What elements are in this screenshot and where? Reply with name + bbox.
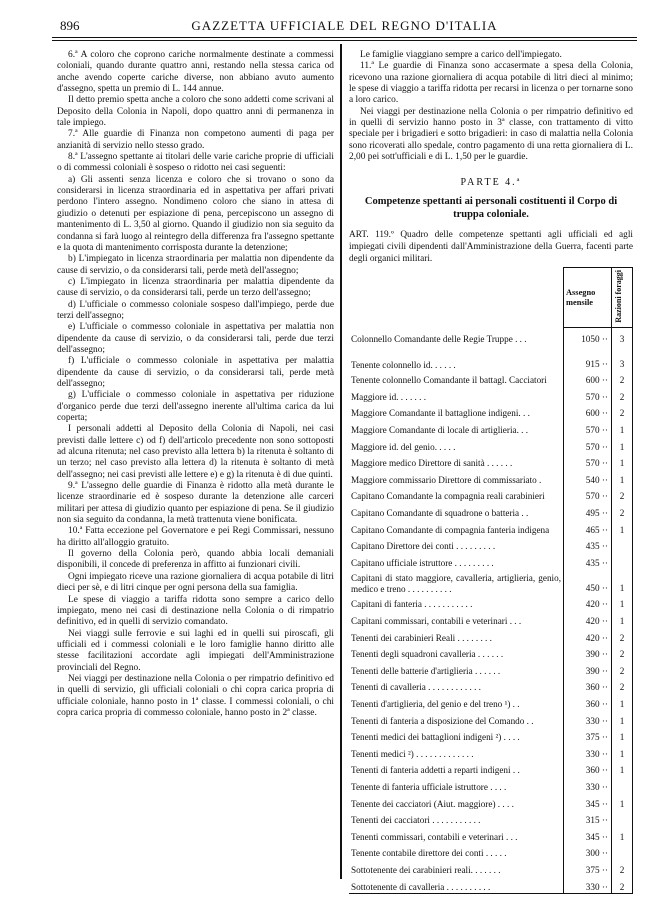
amount-cell: 390 ··	[564, 644, 612, 661]
table-row	[349, 486, 633, 503]
rations-cell	[612, 777, 633, 794]
right-column	[349, 50, 633, 894]
table-row	[349, 694, 633, 711]
amount-cell: 330 ··	[564, 744, 612, 761]
table-body	[349, 328, 633, 893]
table-row	[349, 420, 633, 437]
rank-cell: Colonnello Comandante delle Regie Truppe . . .	[351, 333, 527, 344]
table-row	[349, 661, 633, 678]
rank-cell: Tenenti commissari, contabili e veterinari . . .	[351, 831, 518, 842]
table-row	[349, 387, 633, 404]
table-row	[349, 644, 633, 661]
amount-cell: 915 ··	[564, 345, 612, 370]
amount-cell: 345 ··	[564, 793, 612, 810]
rank-cell: Tenenti di fanteria addetti a reparti indigeni . .	[351, 765, 520, 776]
left-paragraph: 7.ª Alle guardie di Finanza non competono aumenti di paga per anzianità di servizio nello stesso grado.	[57, 129, 334, 151]
table-row	[349, 328, 633, 345]
left-paragraph: Nei viaggi per destinazione nella Colonia o per rimpatrio definitivo ed in quelli di servizio, gli ufficiali coloniali o chi copra carica propria di ufficiale coloniale, hanno posto in 1ª classe. I commessi coloniali, o chi copra carica propria di commesso coloniale, hanno posto in 2ª classe.	[57, 673, 334, 718]
rank-cell: Maggiore medico Direttore di sanità . . . . . .	[351, 458, 513, 469]
amount-cell: 375 ··	[564, 860, 612, 877]
left-column	[57, 50, 334, 719]
rank-cell: Tenente colonnello id. . . . . .	[351, 359, 456, 370]
left-paragraph: Ogni impiegato riceve una razione giornaliera di acqua potabile di litri dieci per sè, e di litri cinque per ogni persona della sua famiglia.	[57, 571, 334, 594]
amount-cell: 330 ··	[564, 777, 612, 794]
rank-cell: Capitani di stato maggiore, cavalleria, artiglieria, genio, medico e treno . . . . . . . . . .	[351, 573, 561, 594]
amount-cell: 420 ··	[564, 627, 612, 644]
rank-cell: Capitano Comandante di compagnia fanteria indigena	[351, 524, 550, 535]
part-title: PARTE 4.ª	[460, 177, 522, 189]
article-text: Quadro delle competenze spettanti agli ufficiali ed agli impiegati civili dipendenti dall'Amministrazione della Guerra, facenti parte degli organici militari.	[349, 229, 633, 264]
rank-cell: Capitano ufficiale istruttore . . . . . . . . .	[351, 557, 494, 568]
amount-header: Assegno mensile	[564, 267, 612, 328]
amount-cell: 570 ··	[564, 486, 612, 503]
amount-cell: 390 ··	[564, 661, 612, 678]
table-row	[349, 403, 633, 420]
header-rule	[52, 37, 637, 38]
rank-cell: Tenenti medici ²) . . . . . . . . . . . . .	[351, 748, 474, 759]
rank-cell: Tenente colonnello Comandante il battagl. Cacciatori	[351, 375, 547, 386]
newspaper-title: GAZZETTA UFFICIALE DEL REGNO D'ITALIA	[191, 18, 498, 33]
rank-cell: Maggiore id. . . . . . .	[351, 391, 427, 402]
right-paragraph: 11.ª Le guardie di Finanza sono accasermate a spesa della Colonia, ricevono una razione giornaliera di acqua potabile di litri dieci al minimo; le spese di viaggio a tariffa ridotta per recarsi in licenza o per tornarne sono a loro carico.	[349, 61, 633, 106]
left-paragraph: 10.ª Fatta eccezione pel Governatore e pei Regi Commissari, nessuno ha diritto all'alloggio gratuito.	[57, 526, 334, 548]
left-paragraph: Nei viaggi sulle ferrovie e sui laghi ed in quelli sui piroscafi, gli ufficiali ed i commessi coloniali e le loro famiglie hanno diritto alle stesse facilitazioni accordate agli impiegati dell'Amministrazione provinciali del Regno.	[57, 628, 334, 673]
rations-cell: 2	[612, 677, 633, 694]
right-paragraph: Le famiglie viaggiano sempre a carico dell'impiegato.	[360, 50, 562, 60]
rations-cell: 2	[612, 486, 633, 503]
rank-cell: Tenenti di cavalleria . . . . . . . . . . . .	[351, 682, 481, 693]
rations-cell: 2	[612, 661, 633, 678]
rations-cell: 1	[612, 519, 633, 536]
table-row	[349, 470, 633, 487]
rations-header	[612, 267, 633, 328]
rations-cell	[612, 536, 633, 553]
amount-cell: 420 ··	[564, 611, 612, 628]
amount-cell: 450 ··	[564, 569, 612, 594]
table-row	[349, 345, 633, 370]
left-paragraph: g) L'ufficiale o commesso coloniale in aspettativa per riduzione d'organico perde due terzi dell'assegno inerente all'ultima carica da lui coperta;	[57, 390, 334, 423]
table-row	[349, 453, 633, 470]
rank-cell: Capitani commissari, contabili e veterinari . . .	[351, 616, 522, 627]
table-row	[349, 760, 633, 777]
amount-cell: 600 ··	[564, 370, 612, 387]
rank-cell: Sottotenente dei carabinieri reali. . . . . . .	[351, 864, 501, 875]
rations-cell: 1	[612, 710, 633, 727]
amount-cell: 300 ··	[564, 843, 612, 860]
rations-cell: 2	[612, 644, 633, 661]
amount-cell: 600 ··	[564, 403, 612, 420]
rations-cell: 2	[612, 403, 633, 420]
rank-cell: Maggiore commissario Direttore di commissariato .	[351, 474, 542, 485]
table-row	[349, 436, 633, 453]
table-row	[349, 569, 633, 594]
rations-cell	[612, 810, 633, 827]
table-row	[349, 876, 633, 893]
rank-cell: Capitano Comandante di squadrone o batteria . .	[351, 508, 529, 519]
rank-cell: Maggiore id. del genio. . . . .	[351, 441, 456, 452]
rations-cell: 2	[612, 370, 633, 387]
table-row	[349, 594, 633, 611]
right-paragraph: Nei viaggi per destinazione nella Colonia o per rimpatrio definitivo ed in quelli di servizio hanno posto in 3ª classe, con trattamento di vitto speciale per i brigadieri e sotto brigadieri: in caso di malattia nella Colonia sono ricoverati allo spedale, contro pagamento di una retta giornaliera di L. 2,00 pei sott'ufficiali e di L. 1,50 per le guardie.	[349, 106, 633, 163]
amount-cell: 570 ··	[564, 436, 612, 453]
table-row	[349, 777, 633, 794]
amount-cell: 540 ··	[564, 470, 612, 487]
amount-cell: 315 ··	[564, 810, 612, 827]
amount-cell: 420 ··	[564, 594, 612, 611]
competences-table	[349, 267, 633, 894]
amount-cell: 570 ··	[564, 387, 612, 404]
left-paragraph: Le spese di viaggio a tariffa ridotta sono sempre a carico dello impiegato, meno nei casi di destinazione nella Colonia o di rimpatrio definitivo, ed in quelli di servizio comandato.	[57, 594, 334, 628]
rank-cell: Tenenti dei cacciatori . . . . . . . . . . .	[351, 815, 481, 826]
rank-cell: Maggiore Comandante di locale di artiglieria. . .	[351, 425, 529, 436]
rank-cell: Tenenti di fanteria a disposizione del Comando . .	[351, 715, 534, 726]
rations-cell: 1	[612, 611, 633, 628]
rank-cell: Tenenti degli squadroni cavalleria . . . . . .	[351, 649, 504, 660]
table-row	[349, 810, 633, 827]
rank-cell: Tenenti delle batterie d'artiglieria . . . . . .	[351, 665, 501, 676]
page-number: 896	[60, 18, 80, 33]
rations-header-label: Razioni foraggi	[614, 269, 623, 323]
rank-cell: Capitani di fanteria . . . . . . . . . . .	[351, 599, 473, 610]
amount-cell: 435 ··	[564, 536, 612, 553]
left-paragraph: f) L'ufficiale o commesso coloniale in aspettativa per malattia dipendente da cause di servizio, o da considerarsi tali, perde metà dell'assegno;	[57, 356, 334, 389]
left-paragraph: b) L'impiegato in licenza straordinaria per malattia non dipendente da cause di servizio, o da considerarsi tali, perde metà dell'assegno;	[57, 254, 334, 276]
rations-cell	[612, 553, 633, 570]
amount-cell: 570 ··	[564, 453, 612, 470]
amount-cell: 435 ··	[564, 553, 612, 570]
table-row	[349, 826, 633, 843]
table-row	[349, 860, 633, 877]
left-paragraph: d) L'ufficiale o commesso coloniale sospeso dall'impiego, perde due terzi dell'assegno;	[57, 299, 334, 321]
amount-cell: 330 ··	[564, 876, 612, 893]
amount-cell: 360 ··	[564, 677, 612, 694]
rations-cell: 1	[612, 594, 633, 611]
rations-cell: 2	[612, 387, 633, 404]
table-row	[349, 536, 633, 553]
table-row	[349, 370, 633, 387]
header-rule-double	[52, 40, 637, 41]
rations-cell: 1	[612, 569, 633, 594]
rations-cell: 2	[612, 876, 633, 893]
left-paragraph: c) L'impiegato in licenza straordinaria per malattia dipendente da cause di servizio, o da considerarsi tali, perde un terzo dell'assegno;	[57, 276, 334, 299]
rank-cell: Maggiore Comandante il battaglione indigeni. . .	[351, 408, 530, 419]
amount-cell: 465 ··	[564, 519, 612, 536]
rations-cell: 2	[612, 627, 633, 644]
rank-cell: Tenente dei cacciatori (Aiut. maggiore) . . . .	[351, 798, 514, 809]
table-row	[349, 727, 633, 744]
table-row	[349, 677, 633, 694]
rations-cell: 1	[612, 826, 633, 843]
right-paragraphs	[349, 50, 633, 163]
rations-cell: 1	[612, 453, 633, 470]
rations-cell: 1	[612, 727, 633, 744]
page-header	[52, 14, 637, 36]
rations-cell: 2	[612, 860, 633, 877]
table-row	[349, 611, 633, 628]
rations-cell: 1	[612, 760, 633, 777]
rank-cell: Tenenti d'artiglieria, del genio e del treno ¹) . .	[351, 698, 520, 709]
left-paragraph: e) L'ufficiale o commesso coloniale in aspettativa per malattia non dipendente da cause di servizio, o da considerarsi tali, perde due terzi dell'assegno;	[57, 322, 334, 355]
left-paragraph: Il governo della Colonia però, quando abbia locali demaniali disponibili, il concede di preferenza in affitto ai funzionari civili.	[57, 549, 334, 571]
rations-cell: 1	[612, 420, 633, 437]
table-row	[349, 710, 633, 727]
rations-cell: 1	[612, 744, 633, 761]
article-number: ART. 119.º	[349, 229, 394, 240]
rations-cell: 1	[612, 793, 633, 810]
table-row	[349, 503, 633, 520]
left-paragraph: I personali addetti al Deposito della Colonia di Napoli, nei casi previsti dalle lettere c) od f) dell'articolo precedente non sono sottoposti ad alcuna ritenuta; nel caso previsto alla lettera b) la ritenuta è soltanto di un terzo; nel caso previsto alla lettera d) la ritenuta è soltanto di metà dell'assegno; nei casi previsti alle lettere e) e g) la ritenuta è di due quinti.	[57, 424, 334, 480]
table-row	[349, 744, 633, 761]
amount-cell: 345 ··	[564, 826, 612, 843]
rank-cell: Tenente contabile direttore dei conti . . . . .	[351, 848, 507, 859]
amount-cell: 1050 ··	[564, 328, 612, 345]
category-header	[349, 267, 564, 328]
left-paragraph: Il detto premio spetta anche a coloro che sono addetti come scrivani al Deposito della Colonia in Napoli, dopo quattro anni di permanenza in tale impiego.	[57, 95, 334, 129]
rank-cell: Tenente di fanteria ufficiale istruttore . . . .	[351, 781, 507, 792]
amount-cell: 330 ··	[564, 710, 612, 727]
left-paragraph: a) Gli assenti senza licenza e coloro che si trovano o sono da considerarsi in licenza straordinaria ed in aspettativa per affari privati perdono l'intero assegno. Nondimeno coloro che siano in attesa di giudizio o detenuti per espiazione di pena, percepiscono un assegno di mantenimento di L. 3,50 al giorno. Quando il giudizio non sia seguito da condanna si farà luogo al reintegro della differenza fra l'assegno spettante e la quota di mantenimento corrisposta durante la detenzione;	[57, 174, 334, 253]
rations-cell: 1	[612, 470, 633, 487]
column-separator	[340, 44, 342, 879]
rations-cell	[612, 843, 633, 860]
left-paragraph: 8.ª L'assegno spettante ai titolari delle varie cariche proprie di ufficiali o di commessi coloniali è sospeso o ridotto nei casi seguenti:	[57, 152, 334, 174]
rank-cell: Sottotenente di cavalleria . . . . . . . . . .	[349, 876, 564, 893]
table-row	[349, 793, 633, 810]
table-row	[349, 519, 633, 536]
rations-cell: 2	[612, 503, 633, 520]
article-paragraph	[349, 229, 633, 265]
table-row	[349, 627, 633, 644]
amount-cell: 495 ··	[564, 503, 612, 520]
amount-cell: 375 ··	[564, 727, 612, 744]
amount-cell: 570 ··	[564, 420, 612, 437]
rank-cell: Capitano Direttore dei conti . . . . . . . . .	[351, 541, 496, 552]
rations-cell: 3	[612, 328, 633, 345]
section-title: Competenze spettanti ai personali costituenti il Corpo di truppa coloniale.	[364, 195, 618, 220]
rank-cell: Capitano Comandante la compagnia reali carabinieri	[351, 491, 545, 502]
left-paragraph: 6.ª A coloro che coprono cariche normalmente destinate a commessi coloniali, quando durante quattro anni, restando nella stessa carica od anche avendo coperte cariche diverse, non abbiano avuto aumento d'assegno, spetta un premio di L. 144 annue.	[57, 50, 334, 95]
rank-cell: Tenenti dei carabinieri Reali . . . . . . . .	[351, 632, 492, 643]
rations-cell: 1	[612, 694, 633, 711]
table-row	[349, 843, 633, 860]
amount-cell: 360 ··	[564, 760, 612, 777]
rank-cell: Tenenti medici dei battaglioni indigeni ²) . . . .	[351, 732, 520, 743]
rations-cell: 3	[612, 345, 633, 370]
amount-cell: 360 ··	[564, 694, 612, 711]
left-paragraph: 9.ª L'assegno delle guardie di Finanza è ridotto alla metà durante le licenze straordinarie ed è sospeso durante la detenzione alle carceri militari per attesa di giudizio quanto per espiazione di pena. Se il giudizio non sia seguito da condanna, la metà trattenuta viene bonificata.	[57, 481, 334, 526]
table-row	[349, 553, 633, 570]
rations-cell: 1	[612, 436, 633, 453]
